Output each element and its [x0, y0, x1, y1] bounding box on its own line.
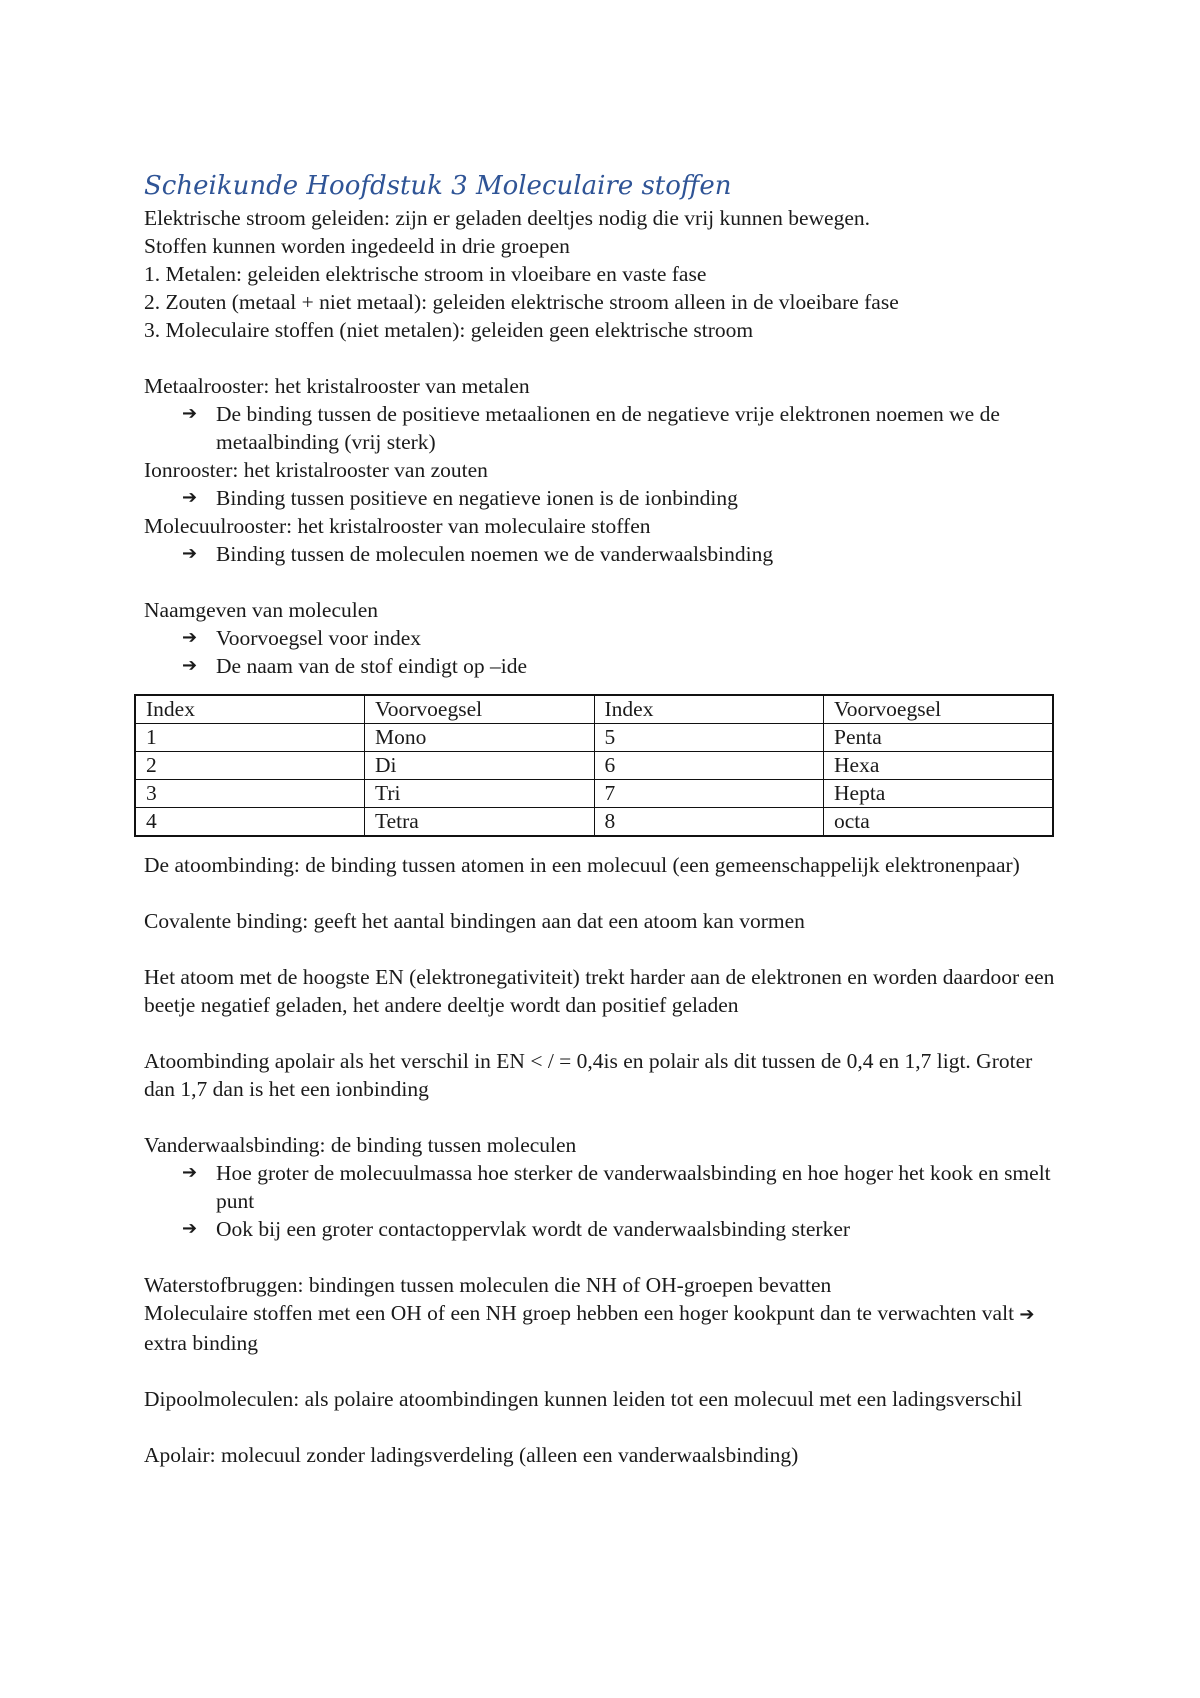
- table-cell: octa: [824, 808, 1054, 837]
- molecuulrooster-text: Molecuulrooster: het kristalrooster van moleculaire stoffen: [144, 514, 651, 538]
- vdw-heading: Vanderwaalsbinding: de binding tussen moleculen: [144, 1133, 577, 1157]
- table-cell: Penta: [824, 724, 1054, 752]
- bullet-text: Voorvoegsel voor index: [216, 626, 422, 650]
- metaalrooster-text: Metaalrooster: het kristalrooster van metalen: [144, 374, 530, 398]
- apolair-polair-paragraph: Atoombinding apolair als het verschil in EN < / = 0,4is en polair als dit tussen de 0,4 en 1,7 ligt. Groter dan 1,7 dan is het een ionbinding: [144, 1049, 1033, 1101]
- page-title: Scheikunde Hoofdstuk 3 Moleculaire stoffen: [144, 171, 732, 201]
- arrow-right-icon: ➔: [182, 1218, 198, 1239]
- bullet-item: [144, 540, 1056, 568]
- table-cell: Tetra: [365, 808, 595, 837]
- bullet-item: [144, 652, 1056, 680]
- bullet-item: [144, 400, 1056, 456]
- intro-line: 2. Zouten (metaal + niet metaal): geleiden elektrische stroom alleen in de vloeibare fase: [144, 290, 899, 314]
- table-header-cell: Index: [135, 695, 365, 724]
- table-cell: Mono: [365, 724, 595, 752]
- ionrooster-text: Ionrooster: het kristalrooster van zouten: [144, 458, 488, 482]
- atoombinding-paragraph: De atoombinding: de binding tussen atomen in een molecuul (een gemeenschappelijk elektronenpaar): [144, 853, 1020, 877]
- bullet-text: Ook bij een groter contactoppervlak wordt de vanderwaalsbinding sterker: [216, 1217, 851, 1241]
- bullet-text: Binding tussen positieve en negatieve ionen is de ionbinding: [216, 486, 738, 510]
- arrow-right-icon: ➔: [182, 487, 198, 508]
- en-paragraph: Het atoom met de hoogste EN (elektronegativiteit) trekt harder aan de elektronen en worden daardoor een beetje negatief geladen, het andere deeltje wordt dan positief geladen: [144, 965, 1055, 1017]
- table-header-cell: Voorvoegsel: [824, 695, 1054, 724]
- waterstof-paragraph: [144, 1299, 1056, 1357]
- arrow-right-icon: ➔: [182, 543, 198, 564]
- table-cell: Hepta: [824, 780, 1054, 808]
- intro-line: 1. Metalen: geleiden elektrische stroom in vloeibare en vaste fase: [144, 262, 707, 286]
- arrow-right-icon: ➔: [182, 403, 198, 424]
- bullet-text: De naam van de stof eindigt op –ide: [216, 654, 528, 678]
- table-cell: 8: [594, 808, 824, 837]
- covalente-paragraph: Covalente binding: geeft het aantal bindingen aan dat een atoom kan vormen: [144, 909, 805, 933]
- bullet-item: [144, 1215, 1056, 1243]
- waterstof-text: extra binding: [144, 1331, 259, 1355]
- table-header-cell: Index: [594, 695, 824, 724]
- table-cell: 3: [135, 780, 365, 808]
- intro-line: Elektrische stroom geleiden: zijn er geladen deeltjes nodig die vrij kunnen bewegen.: [144, 206, 870, 230]
- waterstof-text: Moleculaire stoffen met een OH of een NH groep hebben een hoger kookpunt dan te verwachten valt: [144, 1301, 1015, 1325]
- prefix-table: [134, 694, 1054, 837]
- table-header-cell: Voorvoegsel: [365, 695, 595, 724]
- table-row: [135, 752, 1053, 780]
- bullet-text: Binding tussen de moleculen noemen we de vanderwaalsbinding: [216, 542, 774, 566]
- dipool-paragraph: Dipoolmoleculen: als polaire atoombindingen kunnen leiden tot een molecuul met een ladingsverschil: [144, 1387, 1023, 1411]
- arrow-right-icon: ➔: [1019, 1304, 1035, 1325]
- table-cell: Hexa: [824, 752, 1054, 780]
- table-row: [135, 808, 1053, 837]
- table-cell: 7: [594, 780, 824, 808]
- table-cell: 5: [594, 724, 824, 752]
- bullet-item: [144, 624, 1056, 652]
- table-row: [135, 724, 1053, 752]
- intro-line: 3. Moleculaire stoffen (niet metalen): geleiden geen elektrische stroom: [144, 318, 754, 342]
- table-cell: Di: [365, 752, 595, 780]
- table-cell: Tri: [365, 780, 595, 808]
- intro-line: Stoffen kunnen worden ingedeeld in drie groepen: [144, 234, 570, 258]
- table-cell: 4: [135, 808, 365, 837]
- bullet-text: De binding tussen de positieve metaalionen en de negatieve vrije elektronen noemen we de metaalbinding (vrij sterk): [216, 402, 1000, 454]
- table-row: [135, 780, 1053, 808]
- apolair-paragraph: Apolair: molecuul zonder ladingsverdeling (alleen een vanderwaalsbinding): [144, 1443, 799, 1467]
- bullet-text: Hoe groter de molecuulmassa hoe sterker de vanderwaalsbinding en hoe hoger het kook en smelt punt: [216, 1161, 1051, 1213]
- table-header-row: [135, 695, 1053, 724]
- document-body: [144, 168, 1056, 1469]
- table-cell: 6: [594, 752, 824, 780]
- arrow-right-icon: ➔: [182, 1162, 198, 1183]
- bullet-item: [144, 1159, 1056, 1215]
- arrow-right-icon: ➔: [182, 627, 198, 648]
- naamgeven-heading: Naamgeven van moleculen: [144, 598, 379, 622]
- table-cell: 1: [135, 724, 365, 752]
- waterstof-line: Waterstofbruggen: bindingen tussen moleculen die NH of OH-groepen bevatten: [144, 1273, 832, 1297]
- table-cell: 2: [135, 752, 365, 780]
- arrow-right-icon: ➔: [182, 655, 198, 676]
- bullet-item: [144, 484, 1056, 512]
